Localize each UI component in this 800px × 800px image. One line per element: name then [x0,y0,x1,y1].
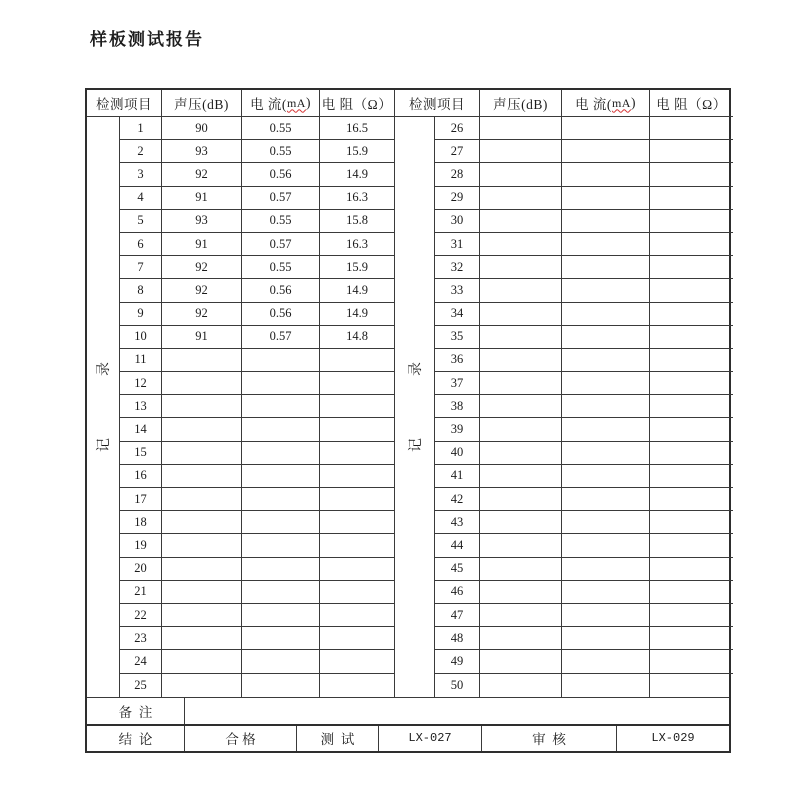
rows-right [435,117,733,697]
cell-no: 22 [120,604,162,626]
cell-sp [162,650,242,672]
cell-cur [242,511,320,533]
table-body-left [87,117,395,697]
table-row [435,674,733,697]
table-row [120,349,395,372]
record-char-bottom: 记 [97,437,112,452]
cell-sp [480,418,562,440]
cell-sp [162,442,242,464]
cell-cur [562,349,650,371]
table-row [120,418,395,441]
table-row [120,117,395,140]
cell-sp [480,674,562,697]
table-row [435,303,733,326]
cell-res: 16.5 [320,117,395,139]
table-row [435,604,733,627]
cell-no: 44 [435,534,480,556]
cell-cur [242,372,320,394]
cell-cur: 0.55 [242,140,320,162]
cell-no: 32 [435,256,480,278]
cell-sp [480,210,562,232]
table-row [435,534,733,557]
cell-sp [480,650,562,672]
cell-sp [480,279,562,301]
cell-cur [242,627,320,649]
cell-sp [162,581,242,603]
current-label-suffix: ) [630,95,636,110]
col-header-current [562,90,650,116]
cell-cur [242,604,320,626]
cell-sp [162,558,242,580]
table-row [120,604,395,627]
cell-sp [162,627,242,649]
table-row [435,465,733,488]
cell-no: 3 [120,163,162,185]
table-row [120,326,395,349]
cell-sp [480,326,562,348]
table-row [435,627,733,650]
cell-sp [480,372,562,394]
table-row [435,418,733,441]
cell-cur [242,349,320,371]
cell-no: 33 [435,279,480,301]
cell-res: 15.9 [320,256,395,278]
cell-sp: 92 [162,303,242,325]
table-body-right [395,117,733,697]
cell-res [320,418,395,440]
cell-res [650,372,733,394]
cell-cur: 0.56 [242,303,320,325]
cell-sp [480,558,562,580]
table-row [120,558,395,581]
cell-no: 34 [435,303,480,325]
cell-sp [162,674,242,697]
cell-res [650,233,733,255]
cell-cur: 0.55 [242,210,320,232]
tester-label: 测 试 [297,726,379,751]
cell-res [320,674,395,697]
cell-no: 28 [435,163,480,185]
cell-sp [480,163,562,185]
table-row [120,511,395,534]
cell-res [650,418,733,440]
cell-no: 13 [120,395,162,417]
cell-res [650,395,733,417]
table-row [435,650,733,673]
cell-sp [480,604,562,626]
cell-no: 4 [120,187,162,209]
table-row [120,210,395,233]
cell-no: 1 [120,117,162,139]
table-row [435,581,733,604]
table-row [435,372,733,395]
conclusion-label: 结 论 [87,726,185,751]
table-row [435,488,733,511]
table-row [435,117,733,140]
cell-sp [162,349,242,371]
cell-cur [562,650,650,672]
cell-res [650,604,733,626]
cell-cur: 0.55 [242,117,320,139]
cell-cur [562,163,650,185]
table-row [120,488,395,511]
cell-no: 24 [120,650,162,672]
cell-sp: 91 [162,326,242,348]
current-unit-spellcheck: mA [286,95,306,110]
cell-res: 16.3 [320,187,395,209]
cell-sp [480,117,562,139]
cell-res [320,534,395,556]
cell-cur [242,488,320,510]
table-row [120,163,395,186]
table-row [435,511,733,534]
table-left-half [87,90,395,697]
col-header-resistance: 电 阻（Ω） [320,90,395,116]
table-row [435,210,733,233]
cell-sp: 90 [162,117,242,139]
cell-no: 39 [435,418,480,440]
cell-cur [242,465,320,487]
cell-no: 11 [120,349,162,371]
cell-cur [242,395,320,417]
cell-res [650,674,733,697]
cell-res: 15.9 [320,140,395,162]
cell-res [650,627,733,649]
cell-cur [562,534,650,556]
cell-res [320,488,395,510]
cell-sp [480,627,562,649]
cell-no: 20 [120,558,162,580]
cell-res: 15.8 [320,210,395,232]
cell-res [650,210,733,232]
cell-res [320,349,395,371]
table-right-half [395,90,733,697]
cell-sp: 93 [162,140,242,162]
table-halves [87,90,729,697]
cell-no: 26 [435,117,480,139]
cell-cur [562,372,650,394]
cell-cur [242,442,320,464]
col-header-sound-pressure: 声压(dB) [162,90,242,116]
cell-cur [562,442,650,464]
cell-sp [480,233,562,255]
table-row [120,650,395,673]
cell-cur [242,558,320,580]
table-row [120,581,395,604]
cell-cur [562,488,650,510]
cell-no: 43 [435,511,480,533]
cell-res [650,117,733,139]
cell-res [650,140,733,162]
cell-no: 38 [435,395,480,417]
cell-cur [562,326,650,348]
cell-cur [562,210,650,232]
cell-no: 35 [435,326,480,348]
cell-no: 9 [120,303,162,325]
cell-cur [562,604,650,626]
cell-sp [480,511,562,533]
cell-no: 7 [120,256,162,278]
cell-no: 45 [435,558,480,580]
conclusion-result: 合 格 [185,726,297,751]
cell-res: 16.3 [320,233,395,255]
table-row [435,256,733,279]
cell-no: 37 [435,372,480,394]
col-header-item: 检测项目 [395,90,480,116]
table-row [120,534,395,557]
header-row-right [395,90,733,117]
col-header-item: 检测项目 [87,90,162,116]
cell-sp [162,465,242,487]
test-report-table [85,88,731,753]
cell-cur [562,581,650,603]
cell-res [320,442,395,464]
cell-res: 14.8 [320,326,395,348]
cell-sp [480,465,562,487]
table-row [435,140,733,163]
reviewer-code: LX-029 [651,731,695,746]
cell-cur [562,627,650,649]
current-label-suffix: ) [305,95,311,110]
record-label-right [395,117,435,697]
cell-res: 14.9 [320,303,395,325]
remark-label: 备 注 [87,698,185,724]
cell-res [650,488,733,510]
cell-res [650,187,733,209]
conclusion-row [87,724,729,751]
cell-sp [480,140,562,162]
cell-no: 48 [435,627,480,649]
cell-no: 18 [120,511,162,533]
cell-res [650,256,733,278]
cell-sp [480,581,562,603]
cell-cur: 0.56 [242,163,320,185]
cell-cur [562,256,650,278]
cell-cur [562,233,650,255]
cell-sp: 91 [162,187,242,209]
cell-cur: 0.55 [242,256,320,278]
cell-sp: 92 [162,256,242,278]
cell-no: 5 [120,210,162,232]
cell-res [650,650,733,672]
table-row [120,256,395,279]
cell-cur: 0.57 [242,187,320,209]
remark-value [185,698,729,724]
cell-no: 19 [120,534,162,556]
cell-cur [242,534,320,556]
cell-no: 49 [435,650,480,672]
cell-sp [162,372,242,394]
cell-cur [242,650,320,672]
cell-cur [562,117,650,139]
cell-sp [480,187,562,209]
cell-sp: 92 [162,163,242,185]
cell-cur [562,395,650,417]
cell-cur [242,581,320,603]
cell-sp [162,534,242,556]
cell-res [650,581,733,603]
cell-res [650,326,733,348]
cell-res [320,604,395,626]
cell-no: 46 [435,581,480,603]
cell-sp: 92 [162,279,242,301]
cell-sp [162,395,242,417]
cell-sp [480,534,562,556]
cell-no: 41 [435,465,480,487]
header-row-left [87,90,395,117]
cell-sp [480,442,562,464]
table-row [120,303,395,326]
cell-res [650,163,733,185]
table-row [435,233,733,256]
record-char-top: 录 [408,361,424,376]
current-label-prefix: 电 流( [250,97,287,112]
col-header-resistance: 电 阻（Ω） [656,97,727,112]
reviewer-label: 审 核 [482,726,617,751]
cell-res [650,442,733,464]
cell-no: 8 [120,279,162,301]
cell-cur [562,187,650,209]
record-char-top: 录 [97,361,112,376]
table-row [120,465,395,488]
table-row [120,279,395,302]
page-title: 样板测试报告 [90,30,204,49]
cell-res [320,372,395,394]
table-row [435,349,733,372]
table-row [120,442,395,465]
cell-cur [562,674,650,697]
cell-res [320,465,395,487]
cell-res [320,395,395,417]
cell-no: 10 [120,326,162,348]
table-row [435,163,733,186]
cell-no: 29 [435,187,480,209]
cell-sp [162,488,242,510]
cell-sp: 91 [162,233,242,255]
cell-no: 16 [120,465,162,487]
table-row [120,674,395,697]
cell-no: 30 [435,210,480,232]
cell-sp: 93 [162,210,242,232]
col-header-sound-pressure: 声压(dB) [480,90,562,116]
table-row [120,395,395,418]
cell-cur [562,303,650,325]
remark-row [87,697,729,724]
record-label-left [87,117,120,697]
cell-res [320,627,395,649]
cell-res [320,581,395,603]
cell-sp [162,418,242,440]
rows-left [120,117,395,697]
current-unit-spellcheck: mA [611,95,631,110]
record-char-bottom: 记 [408,437,424,452]
cell-no: 42 [435,488,480,510]
cell-cur [562,465,650,487]
cell-sp [162,511,242,533]
table-row [120,140,395,163]
cell-no: 23 [120,627,162,649]
table-row [120,233,395,256]
cell-no: 40 [435,442,480,464]
table-row [435,442,733,465]
table-row [435,326,733,349]
cell-no: 36 [435,349,480,371]
cell-no: 50 [435,674,480,697]
table-row [435,395,733,418]
cell-res [650,511,733,533]
col-header-current [242,90,320,116]
cell-cur [562,558,650,580]
cell-no: 17 [120,488,162,510]
table-row [120,627,395,650]
table-row [120,187,395,210]
cell-sp [480,488,562,510]
cell-cur [562,279,650,301]
tester-code: LX-027 [379,726,482,751]
cell-no: 6 [120,233,162,255]
cell-res [650,279,733,301]
table-row [435,558,733,581]
cell-res [320,558,395,580]
cell-res [650,465,733,487]
cell-sp [480,256,562,278]
cell-cur [562,511,650,533]
cell-no: 2 [120,140,162,162]
cell-sp [480,303,562,325]
cell-sp [480,349,562,371]
cell-no: 12 [120,372,162,394]
cell-res: 14.9 [320,279,395,301]
table-row [435,279,733,302]
cell-cur: 0.57 [242,233,320,255]
cell-cur [562,418,650,440]
cell-no: 47 [435,604,480,626]
cell-res: 14.9 [320,163,395,185]
cell-res [320,650,395,672]
cell-no: 27 [435,140,480,162]
cell-sp [480,395,562,417]
cell-cur: 0.56 [242,279,320,301]
cell-res [650,558,733,580]
cell-sp [162,604,242,626]
cell-cur: 0.57 [242,326,320,348]
cell-cur [562,140,650,162]
cell-no: 21 [120,581,162,603]
cell-no: 14 [120,418,162,440]
cell-res [650,303,733,325]
cell-res [320,511,395,533]
table-row [435,187,733,210]
table-row [120,372,395,395]
cell-cur [242,418,320,440]
cell-no: 25 [120,674,162,697]
cell-res [650,349,733,371]
cell-cur [242,674,320,697]
cell-no: 15 [120,442,162,464]
cell-no: 31 [435,233,480,255]
current-label-prefix: 电 流( [575,97,612,112]
cell-res [650,534,733,556]
